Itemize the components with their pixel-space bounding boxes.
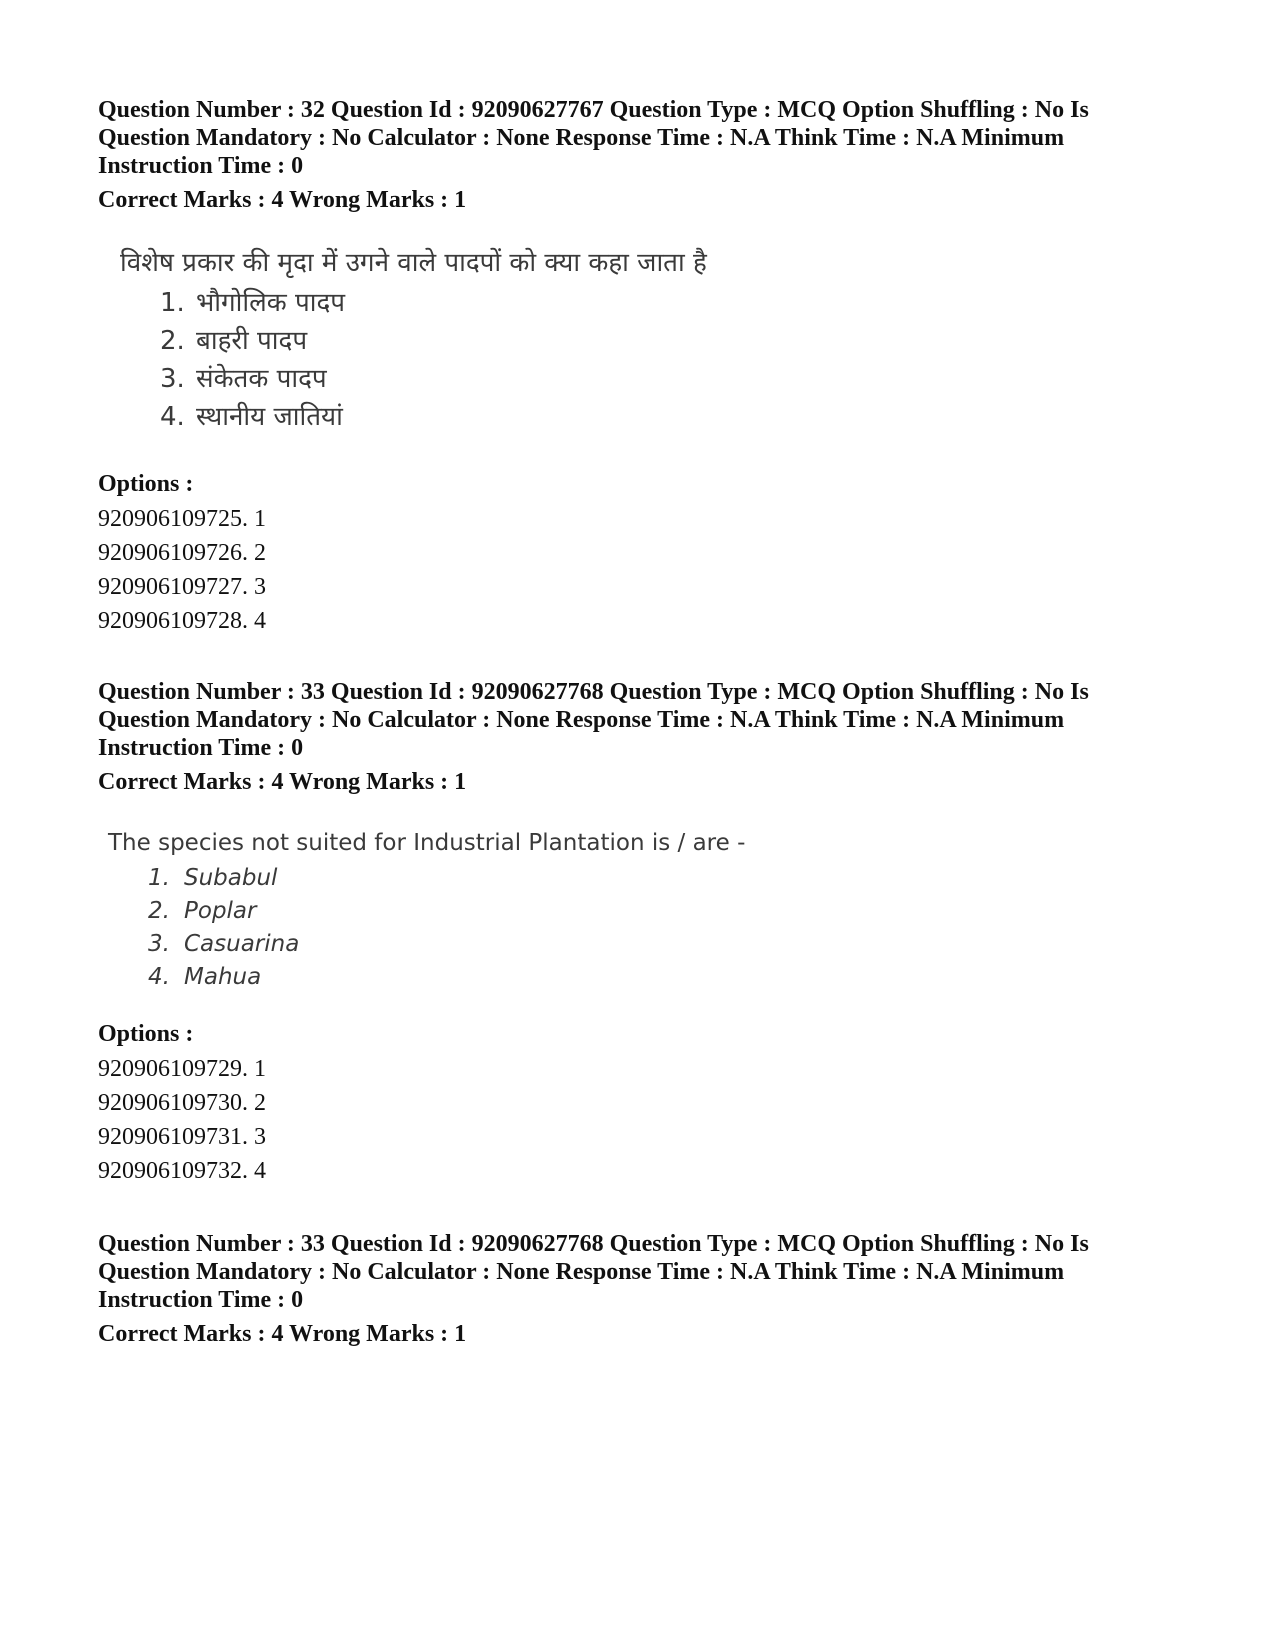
question-meta-line: Question Number : 33 Question Id : 92090627768 Question Type : MCQ Option Shuffling : No Is (98, 679, 1089, 705)
question-meta-line: Question Mandatory : No Calculator : None Response Time : N.A Think Time : N.A Minimum (98, 707, 1065, 733)
question-32-image (120, 246, 707, 436)
option-item: 920906109732. 4 (98, 1158, 266, 1184)
question-meta-line: Question Mandatory : No Calculator : None Response Time : N.A Think Time : N.A Minimum (98, 1259, 1065, 1285)
option-item: 920906109729. 1 (98, 1056, 266, 1082)
question-32-header (98, 96, 1188, 214)
question-marks: Correct Marks : 4 Wrong Marks : 1 (98, 1321, 467, 1347)
option-item: 920906109730. 2 (98, 1090, 266, 1116)
question-meta-line: Question Mandatory : No Calculator : None Response Time : N.A Think Time : N.A Minimum (98, 125, 1065, 151)
question-choice: 4. Mahua (148, 964, 262, 990)
question-33-header (98, 678, 1188, 796)
question-33-repeat-header (98, 1230, 1188, 1348)
option-item: 920906109727. 3 (98, 574, 266, 600)
question-stem: विशेष प्रकार की मृदा में उगने वाले पादपों को क्या कहा जाता है (120, 248, 707, 278)
question-meta-line: Instruction Time : 0 (98, 735, 304, 761)
question-marks: Correct Marks : 4 Wrong Marks : 1 (98, 187, 467, 213)
question-stem: The species not suited for Industrial Plantation is / are - (108, 830, 746, 856)
question-choice: 1. Subabul (148, 865, 278, 891)
options-title: Options : (98, 1021, 194, 1047)
options-title: Options : (98, 471, 194, 497)
question-choice-list (160, 284, 707, 436)
question-33-image (108, 826, 745, 994)
option-item: 920906109728. 4 (98, 608, 266, 634)
question-32-options (98, 470, 1188, 638)
question-choice: 3. Casuarina (148, 931, 300, 957)
option-item: 920906109731. 3 (98, 1124, 266, 1150)
question-choice-list (148, 862, 745, 994)
question-choice: 1. भौगोलिक पादप (160, 288, 346, 318)
question-choice: 2. Poplar (148, 898, 257, 924)
option-item: 920906109726. 2 (98, 540, 266, 566)
question-meta-line: Question Number : 33 Question Id : 92090627768 Question Type : MCQ Option Shuffling : No Is (98, 1231, 1089, 1257)
question-meta-line: Instruction Time : 0 (98, 1287, 304, 1313)
question-33-options (98, 1020, 1188, 1188)
option-item: 920906109725. 1 (98, 506, 266, 532)
question-marks: Correct Marks : 4 Wrong Marks : 1 (98, 769, 467, 795)
question-choice: 3. संकेतक पादप (160, 364, 327, 394)
question-meta-line: Instruction Time : 0 (98, 153, 304, 179)
question-meta-line: Question Number : 32 Question Id : 92090627767 Question Type : MCQ Option Shuffling : No Is (98, 97, 1089, 123)
question-choice: 4. स्थानीय जातियां (160, 402, 343, 432)
question-choice: 2. बाहरी पादप (160, 326, 308, 356)
